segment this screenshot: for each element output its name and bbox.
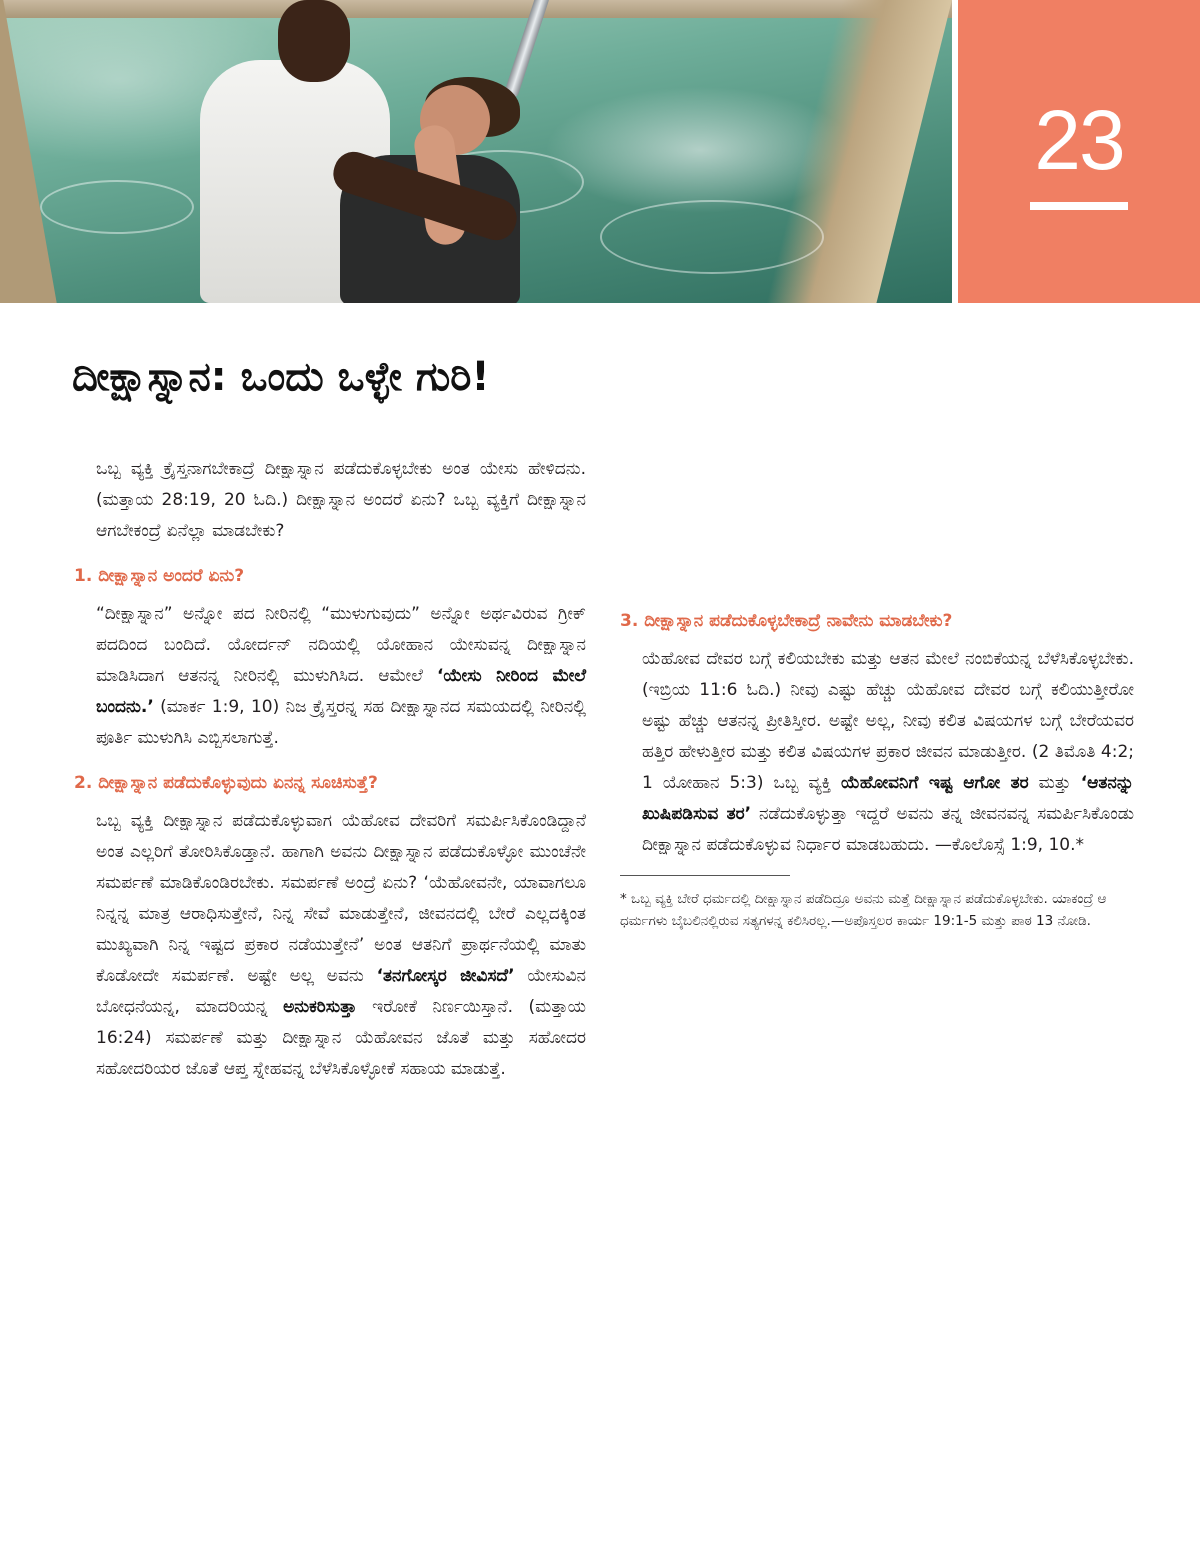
pool-edge (0, 0, 952, 18)
water-ripple (40, 180, 194, 234)
pool-wall-left (0, 0, 57, 303)
bold-phrase: ‘ತನಗೋಸ್ಕರ ಜೀವಿಸದೆ’ (376, 966, 515, 986)
text-run: ಇರೋಕೆ ನಿರ್ಣಯಿಸ್ತಾನೆ. (ಮತ್ತಾಯ 16:24) ಸಮರ್ಪಣೆ ಮತ್ತು ದೀಕ್ಷಾಸ್ನಾನ ಯೆಹೋವನ ಜೊತೆ ಮತ್ತು ಸಹೋದರ ಸಹೋದರಿಯರ ಜೊತೆ ಆಪ್ತ ಸ್ನೇಹವನ್ನ ಬೆಳೆಸಿಕೊಳ್ಳೋಕೆ ಸಹಾಯ ಮಾಡುತ್ತೆ. (96, 997, 586, 1079)
water-ripple (600, 200, 824, 274)
question-1-heading (74, 561, 586, 591)
text-run: (ಮಾರ್ಕ 1:9, 10) ನಿಜ ಕ್ರೈಸ್ತರನ್ನ ಸಹ ದೀಕ್ಷಾಸ್ನಾನದ ಸಮಯದಲ್ಲಿ ನೀರಿನಲ್ಲಿ ಪೂರ್ತಿ ಮುಳುಗಿಸಿ ಎಬ್ಬಿಸಲಾಗುತ್ತೆ. (96, 697, 586, 748)
question-number: 1. (74, 566, 93, 586)
text-run: ಯೆಹೋವ ದೇವರ ಬಗ್ಗೆ ಕಲಿಯಬೇಕು ಮತ್ತು ಆತನ ಮೇಲೆ ನಂಬಿಕೆಯನ್ನ ಬೆಳೆಸಿಕೊಳ್ಳಬೇಕು. (ಇಬ್ರಿಯ 11:6 ಓದಿ.) ನೀವು ಎಷ್ಟು ಹೆಚ್ಚು ಯೆಹೋವ ದೇವರ ಬಗ್ಗೆ ಕಲಿಯುತ್ತೀರೋ ಅಷ್ಟು ಹೆಚ್ಚು ಆತನನ್ನ ಪ್ರೀತಿಸ್ತೀರ. ಅಷ್ಟೇ ಅಲ್ಲ, ನೀವು ಕಲಿತ ವಿಷಯಗಳ ಬಗ್ಗೆ ಬೇರೆಯವರ ಹತ್ತಿರ ಹೇಳುತ್ತೀರ ಮತ್ತು ಕಲಿತ ವಿಷಯಗಳ ಪ್ರಕಾರ ಜೀವನ ಮಾಡುತ್ತೀರ. (2 ತಿಮೊತಿ 4:2; 1 ಯೋಹಾನ 5:3) ಒಬ್ಬ ವ್ಯಕ್ತಿ (642, 649, 1134, 793)
question-number: 2. (74, 773, 93, 793)
question-text: ದೀಕ್ಷಾಸ್ನಾನ ಅಂದರೆ ಏನು? (98, 566, 245, 586)
baptism-photo (0, 0, 952, 303)
question-text: ದೀಕ್ಷಾಸ್ನಾನ ಪಡೆದುಕೊಳ್ಳಬೇಕಾದ್ರೆ ನಾವೇನು ಮಾಡಬೇಕು? (644, 611, 953, 631)
question-3-heading (620, 606, 1134, 636)
text-run: “ದೀಕ್ಷಾಸ್ನಾನ” ಅನ್ನೋ ಪದ ನೀರಿನಲ್ಲಿ “ಮುಳುಗುವುದು” ಅನ್ನೋ ಅರ್ಥವಿರುವ ಗ್ರೀಕ್ ಪದದಿಂದ ಬಂದಿದೆ. ಯೋರ್ದನ್ ನದಿಯಲ್ಲಿ ಯೋಹಾನ ಯೇಸುವನ್ನ ದೀಕ್ಷಾಸ್ನಾನ ಮಾಡಿಸಿದಾಗ ಆತನನ್ನ ನೀರಿನಲ್ಲಿ ಮುಳುಗಿಸಿದ. ಆಮೇಲೆ (96, 604, 586, 686)
chapter-number-box (958, 0, 1200, 303)
question-number: 3. (620, 611, 639, 631)
text-run: ಒಬ್ಬ ವ್ಯಕ್ತಿ ದೀಕ್ಷಾಸ್ನಾನ ಪಡೆದುಕೊಳ್ಳುವಾಗ ಯೆಹೋವ ದೇವರಿಗೆ ಸಮರ್ಪಿಸಿಕೊಂಡಿದ್ದಾನೆ ಅಂತ ಎಲ್ಲರಿಗೆ ತೋರಿಸಿಕೊಡ್ತಾನೆ. ಹಾಗಾಗಿ ಅವನು ದೀಕ್ಷಾಸ್ನಾನ ಪಡೆದುಕೊಳ್ಳೋ ಮುಂಚೆನೇ ಸಮರ್ಪಣೆ ಮಾಡಿಕೊಂಡಿರಬೇಕು. ಸಮರ್ಪಣೆ ಅಂದ್ರೆ ಏನು? ‘ಯೆಹೋವನೇ, ಯಾವಾಗಲೂ ನಿನ್ನನ್ನ ಮಾತ್ರ ಆರಾಧಿಸುತ್ತೇನೆ, ನಿನ್ನ ಸೇವೆ ಮಾಡುತ್ತೇನೆ, ಜೀವನದಲ್ಲಿ ಬೇರೆ ಎಲ್ಲದಕ್ಕಿಂತ ಮುಖ್ಯವಾಗಿ ನಿನ್ನ ಇಷ್ಟದ ಪ್ರಕಾರ ನಡೆಯುತ್ತೇನೆ’ ಅಂತ ಆತನಿಗೆ ಪ್ರಾರ್ಥನೆಯಲ್ಲಿ ಮಾತು ಕೊಡೋದೇ ಸಮರ್ಪಣೆ. ಅಷ್ಟೇ ಅಲ್ಲ ಅವನು (96, 811, 586, 986)
answer-3-paragraph (620, 644, 1134, 861)
answer-1-paragraph (74, 599, 586, 754)
bold-phrase: ಅನುಕರಿಸುತ್ತಾ (283, 997, 357, 1017)
question-text: ದೀಕ್ಷಾಸ್ನಾನ ಪಡೆದುಕೊಳ್ಳುವುದು ಏನನ್ನ ಸೂಚಿಸುತ್ತೆ? (98, 773, 378, 793)
bold-scripture-quote: ‘ಯೇಸು ನೀರಿಂದ ಮೇಲೆ ಬಂದನು.’ (96, 666, 586, 717)
answer-2-paragraph (74, 806, 586, 1085)
question-2-heading (74, 768, 586, 798)
bold-phrase: ಯೆಹೋವನಿಗೆ ಇಷ್ಟ ಆಗೋ ತರ (841, 773, 1029, 793)
intro-paragraph: ಒಬ್ಬ ವ್ಯಕ್ತಿ ಕ್ರೈಸ್ತನಾಗಬೇಕಾದ್ರೆ ದೀಕ್ಷಾಸ್ನಾನ ಪಡೆದುಕೊಳ್ಳಬೇಕು ಅಂತ ಯೇಸು ಹೇಳಿದನು. (ಮತ್ತಾಯ 28:19, 20 ಓದಿ.) ದೀಕ್ಷಾಸ್ನಾನ ಅಂದರೆ ಏನು? ಒಬ್ಬ ವ್ಯಕ್ತಿಗೆ ದೀಕ್ಷಾಸ್ನಾನ ಆಗಬೇಕಂದ್ರೆ ಏನೆಲ್ಲಾ ಮಾಡಬೇಕು? (96, 459, 586, 541)
footnote-divider (620, 875, 790, 876)
bold-phrase: ‘ಆತನನ್ನು ಖುಷಿಪಡಿಸುವ ತರ’ (642, 773, 1134, 824)
text-run: ಯೇಸುವಿನ ಬೋಧನೆಯನ್ನ, ಮಾದರಿಯನ್ನ (96, 966, 586, 1017)
right-column (620, 600, 1134, 932)
page-title: ದೀಕ್ಷಾಸ್ನಾನ: ಒಂದು ಒಳ್ಳೇ ಗುರಿ! (72, 354, 490, 400)
left-column (74, 454, 586, 1085)
chapter-number: 23 (1034, 93, 1124, 187)
footnote: * ಒಬ್ಬ ವ್ಯಕ್ತಿ ಬೇರೆ ಧರ್ಮದಲ್ಲಿ ದೀಕ್ಷಾಸ್ನಾನ ಪಡೆದಿದ್ರೂ ಅವನು ಮತ್ತೆ ದೀಕ್ಷಾಸ್ನಾನ ಪಡೆದುಕೊಳ್ಳಬೇಕು. ಯಾಕಂದ್ರೆ ಆ ಧರ್ಮಗಳು ಬೈಬಲಿನಲ್ಲಿರುವ ಸತ್ಯಗಳನ್ನ ಕಲಿಸಿರಲ್ಲ.—ಅಪೊಸ್ತಲರ ಕಾರ್ಯ 19:1-5 ಮತ್ತು ಪಾಠ 13 ನೋಡಿ. (620, 891, 1107, 929)
text-run: ಮತ್ತು (1028, 773, 1081, 793)
chapter-underline (1030, 202, 1128, 210)
text-run: ನಡೆದುಕೊಳ್ಳುತ್ತಾ ಇದ್ದರೆ ಅವನು ತನ್ನ ಜೀವನವನ್ನ ಸಮರ್ಪಿಸಿಕೊಂಡು ದೀಕ್ಷಾಸ್ನಾನ ಪಡೆದುಕೊಳ್ಳುವ ನಿರ್ಧಾರ ಮಾಡಬಹುದು. —ಕೊಲೊಸ್ಸೆ 1:9, 10.* (642, 804, 1134, 855)
